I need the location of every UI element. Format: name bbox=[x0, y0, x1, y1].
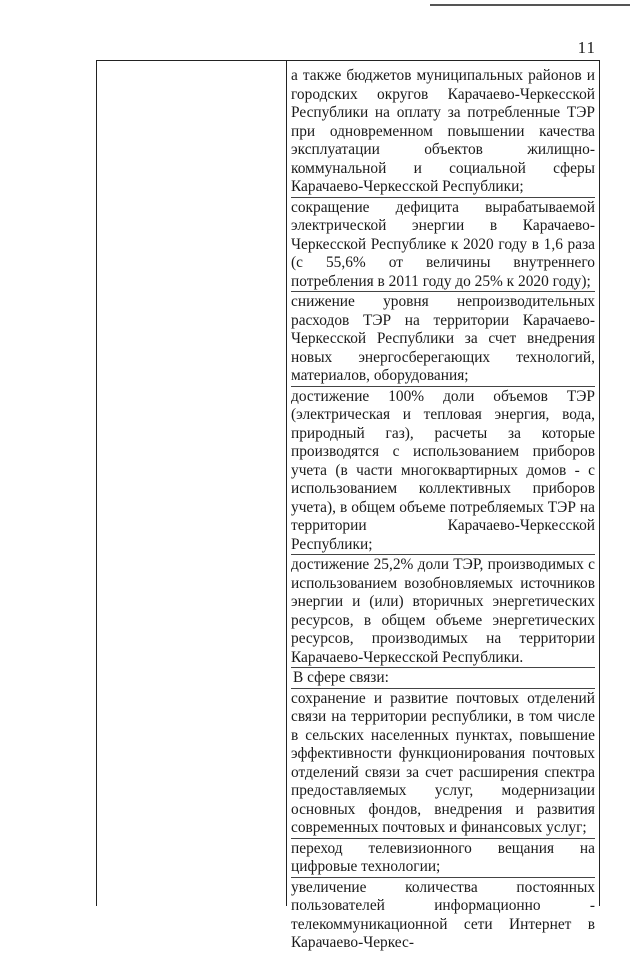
page-number: 11 bbox=[577, 38, 596, 57]
paragraph-renewable-share: достижение 25,2% доли ТЭР, производимых с использованием возобновляемых источников энергии и (или) вторичных энергетических ресурсов, в общем объеме энергетических ресурсов, производимых на территории Карачаево-Черкесской Республики. bbox=[291, 556, 595, 666]
paragraph-postal-offices: сохранение и развитие почтовых отделений связи на территории республики, в том числе в сельских населенных пунктах, повышение эффективности функционирования почтовых отделений связи за счет расширения спектра предоставляемых услуг, модернизации основных фондов, внедрения и развития современных почтовых и финансовых услуг; bbox=[291, 689, 595, 836]
table-left-cell bbox=[97, 61, 286, 906]
paragraph-digital-tv: переход телевизионного вещания на цифровые технологии; bbox=[291, 839, 595, 875]
table-right-cell bbox=[286, 61, 600, 951]
paragraph-metering-share: достижение 100% доли объемов ТЭР (электрическая и тепловая энергия, вода, природный газ), расчеты за которые производятся с использованием приборов учета (в части многоквартирных домов - с использованием коллективных приборов учета), в общем объеме потребляемых ТЭР на территории Карачаево-Черкесской Республики; bbox=[291, 387, 595, 553]
paragraph-unproductive-costs: снижение уровня непроизводительных расходов ТЭР на территории Карачаево-Черкесской Республики за счет внедрения новых энергосберегающих технологий, материалов, оборудования; bbox=[291, 293, 595, 384]
cell-text-block bbox=[287, 61, 599, 953]
paragraph-continuation: а также бюджетов муниципальных районов и городских округов Карачаево-Черкесской Республики на оплату за потребленные ТЭР при одновременном повышении качества эксплуатации объектов жилищно-коммунальной и социальной сферы Карачаево-Черкесской Республики; bbox=[291, 67, 595, 195]
paragraph-internet-users: увеличение количества постоянных пользователей информационно - телекоммуникационной сети Интернет в Карачаево-Черкес- bbox=[291, 878, 595, 951]
paragraph-electricity-deficit: сокращение дефицита вырабатываемой электрической энергии в Карачаево-Черкесской Республике к 2020 году в 1,6 раза (с 55,6% от величины внутреннего потребления в 2011 году до 25% к 2020 году); bbox=[291, 198, 595, 290]
document-table bbox=[96, 60, 600, 951]
section-heading-communications: В сфере связи: bbox=[291, 667, 595, 688]
top-edge-rule bbox=[430, 4, 630, 6]
